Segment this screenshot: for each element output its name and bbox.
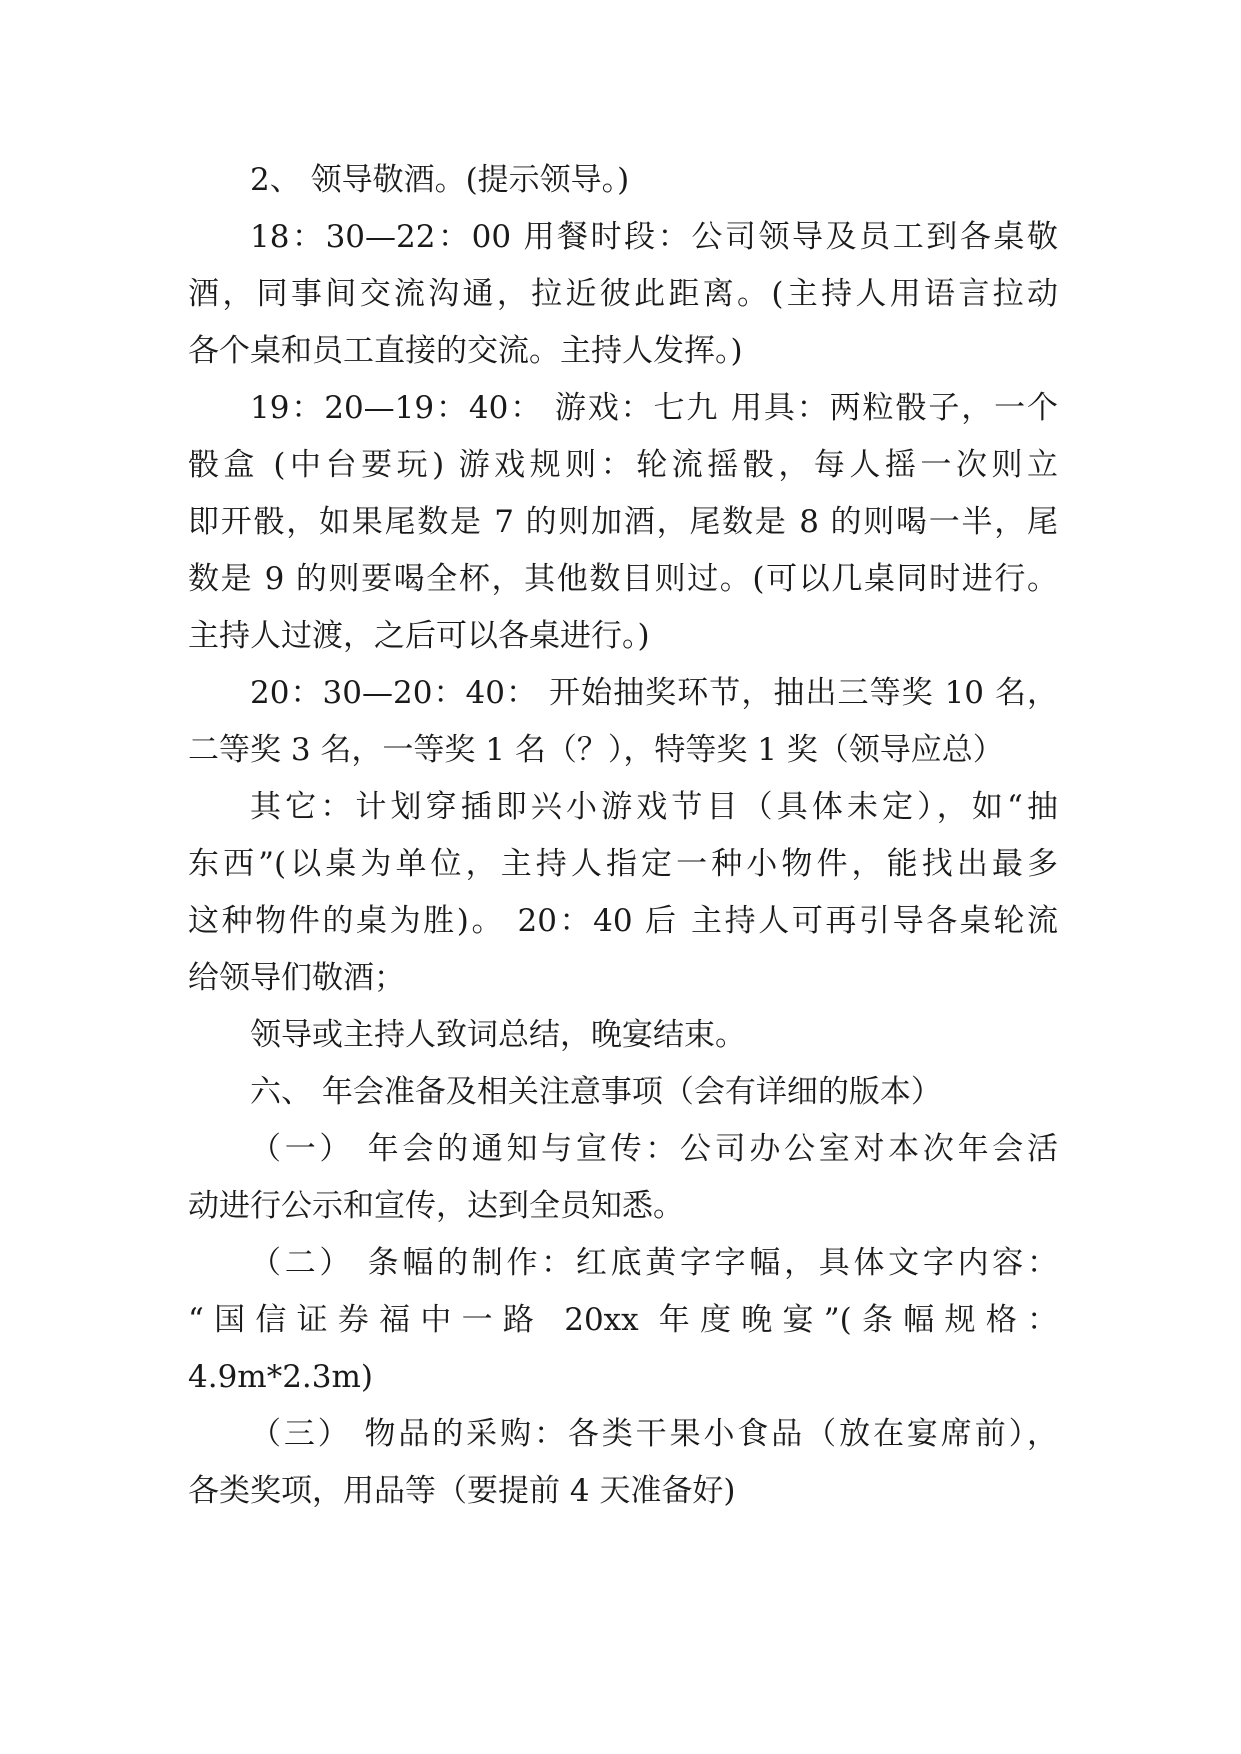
paragraph-purchasing <box>188 1406 1058 1520</box>
paragraph-lottery <box>188 665 1058 779</box>
paragraph-leader-toast <box>188 152 1058 209</box>
text-line: 19：20—19：40： 游戏：七九 用具：两粒骰子，一个 <box>250 390 1058 426</box>
text-line: 各类奖项，用品等（要提前 4 天准备好) <box>188 1473 736 1509</box>
text-line: 主持人过渡，之后可以各桌进行。) <box>188 618 650 654</box>
paragraph-dice-game <box>188 380 1058 665</box>
text-line: 数是 9 的则要喝全杯，其他数目则过。(可以几桌同时进行。 <box>188 561 1058 597</box>
text-line: 酒，同事间交流沟通，拉近彼此距离。(主持人用语言拉动 <box>188 276 1058 312</box>
paragraph-other-games <box>188 779 1058 1007</box>
text-line: （一） 年会的通知与宣传：公司办公室对本次年会活 <box>250 1131 1058 1167</box>
paragraph-dinner-period <box>188 209 1058 380</box>
paragraph-banner <box>188 1235 1058 1406</box>
text-line: 2、 领导敬酒。(提示领导。) <box>250 162 630 198</box>
text-line: 二等奖 3 名，一等奖 1 名（？），特等奖 1 奖（领导应总） <box>188 732 1004 768</box>
text-line: 这种物件的桌为胜)。 20：40 后 主持人可再引导各桌轮流 <box>188 903 1058 939</box>
text-line: 4.9m*2.3m) <box>188 1359 373 1395</box>
text-line: 即开骰，如果尾数是 7 的则加酒，尾数是 8 的则喝一半，尾 <box>188 504 1058 540</box>
paragraph-closing <box>188 1007 1058 1064</box>
text-line: 各个桌和员工直接的交流。主持人发挥。) <box>188 333 743 369</box>
text-line: 给领导们敬酒； <box>188 960 405 996</box>
paragraph-notice-promotion <box>188 1121 1058 1235</box>
text-line: 领导或主持人致词总结，晚宴结束。 <box>250 1017 746 1053</box>
section-heading-preparation <box>188 1064 1058 1121</box>
document-body <box>188 152 1058 1520</box>
text-line: （二） 条幅的制作：红底黄字字幅，具体文字内容： <box>250 1245 1058 1281</box>
text-line: 18：30—22：00 用餐时段：公司领导及员工到各桌敬 <box>250 219 1058 255</box>
text-line: 六、 年会准备及相关注意事项（会有详细的版本） <box>250 1074 942 1110</box>
text-line: 骰盒 (中台要玩) 游戏规则：轮流摇骰，每人摇一次则立 <box>188 447 1058 483</box>
text-line: 动进行公示和宣传，达到全员知悉。 <box>188 1188 684 1224</box>
text-line: （三） 物品的采购：各类干果小食品（放在宴席前）， <box>250 1416 1058 1452</box>
text-line: “国信证券福中一路 20xx 年度晚宴”(条幅规格： <box>188 1302 1058 1338</box>
text-line: 其它：计划穿插即兴小游戏节目（具体未定），如“抽 <box>250 789 1058 825</box>
text-line: 20：30—20：40： 开始抽奖环节，抽出三等奖 10 名， <box>250 675 1058 711</box>
text-line: 东西”(以桌为单位，主持人指定一种小物件，能找出最多 <box>188 846 1058 882</box>
